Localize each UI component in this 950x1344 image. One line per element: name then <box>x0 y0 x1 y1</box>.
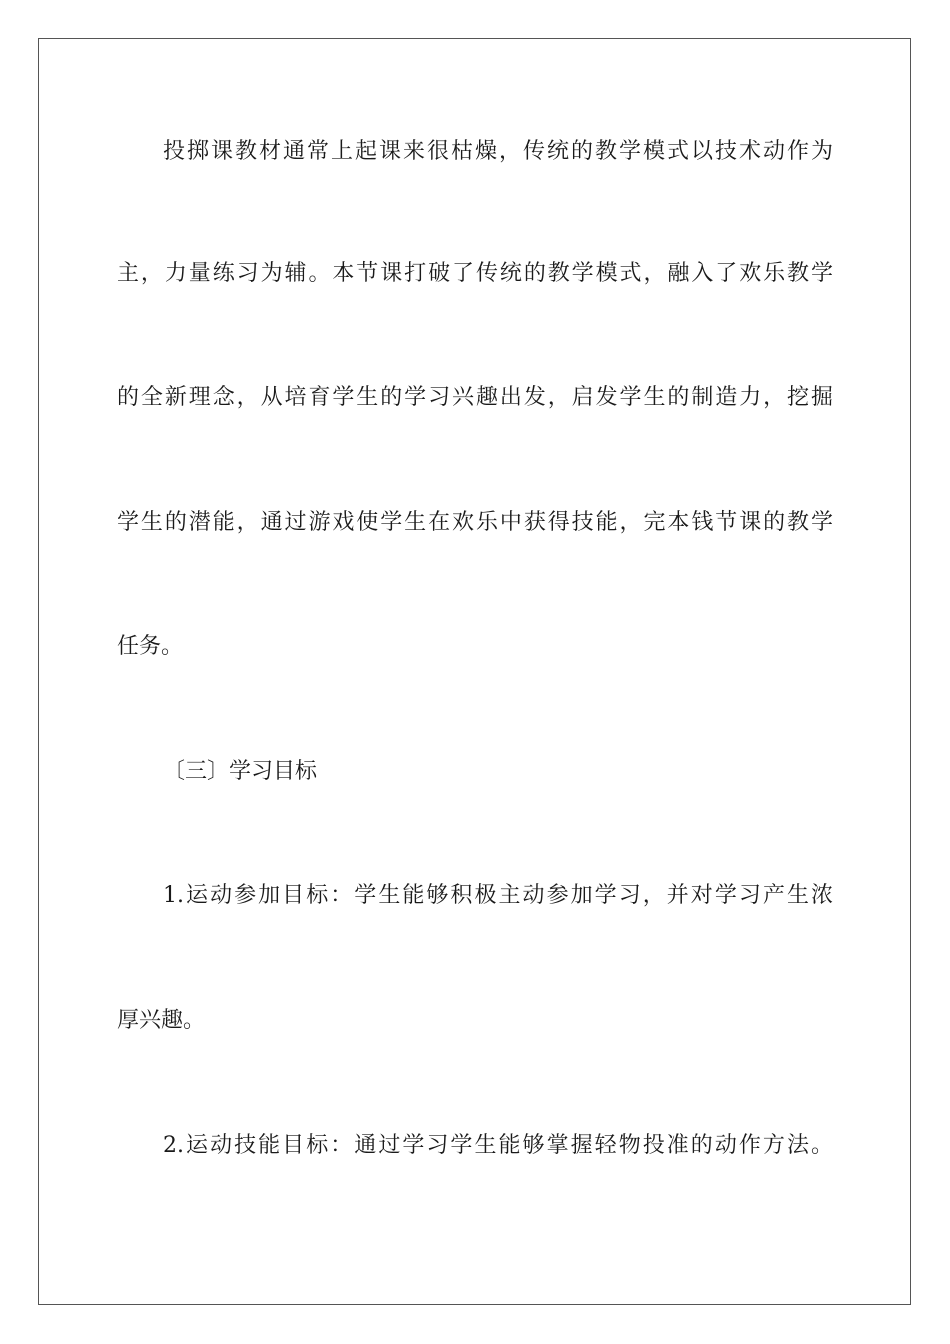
paragraph-line: 学生的潜能，通过游戏使学生在欢乐中获得技能，完本钱节课的教学 <box>117 510 833 535</box>
paragraph-line: 主，力量练习为辅。本节课打破了传统的教学模式，融入了欢乐教学 <box>117 261 833 286</box>
section-heading: 〔三〕学习目标 <box>163 759 318 784</box>
objective-line: 厚兴趣。 <box>117 1008 206 1033</box>
paragraph-line: 投掷课教材通常上起课来很枯燥，传统的教学模式以技术动作为 <box>163 139 833 164</box>
objective-line: 1.运动参加目标：学生能够积极主动参加学习，并对学习产生浓 <box>163 883 833 908</box>
page-border <box>38 38 911 1305</box>
paragraph-line: 的全新理念，从培育学生的学习兴趣出发，启发学生的制造力，挖掘 <box>117 385 833 410</box>
objective-line: 2.运动技能目标：通过学习学生能够掌握轻物投准的动作方法。 <box>163 1133 833 1158</box>
paragraph-line: 任务。 <box>117 634 184 659</box>
